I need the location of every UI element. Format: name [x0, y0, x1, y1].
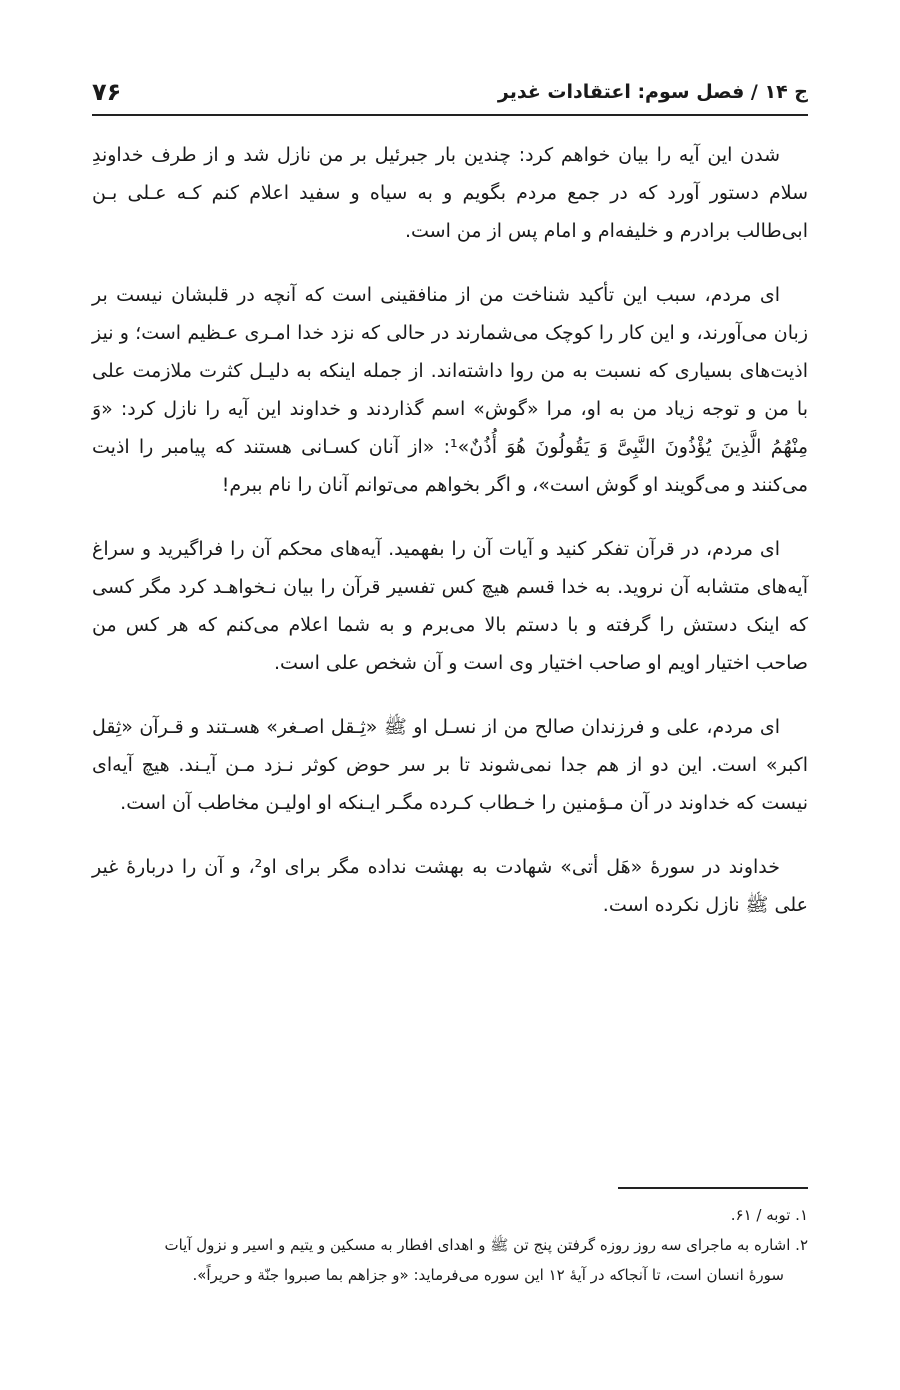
footnote: ۱. توبه / ۶۱. [730, 1206, 808, 1224]
paragraph: خداوند در سورهٔ «هَل أتی» شهادت به بهشت نداده مگر برای او²، و آن را دربارهٔ غیر علی ﷺ نازل نکرده است. [92, 856, 808, 916]
paragraph: ای مردم، سبب این تأکید شناخت من از منافقینی است که آنچه در قلبشان نیست بر زبان می‌آورند، و این کار را کوچک می‌شمارند در حالی که نزد خدا امـری عـظیم است؛ و نیز اذیت‌های بسیاری که نسبت به من روا داشته‌اند. از جمله اینکه به دلیـل کثرت ملازمت علی با من و توجه زیاد من به او، مرا «گوش» اسم گذاردند و خداوند این آیه را نازل کرد: «وَ مِنْهُمُ الَّذِینَ یُؤْذُونَ النَّبِیَّ وَ یَقُولُونَ هُوَ أُذُنٌ»¹: «از آنان کسـانی هستند که پیامبر را اذیت می‌کنند و می‌گویند او گوش است»، و اگر بخواهم می‌توانم آنان را نام ببرم! [92, 284, 809, 496]
footnote: ۲. اشاره به ماجرای سه روز روزه گرفتن پنج تن ﷺ و اهدای افطار به مسکین و یتیم و اسیر و نزول آیات [164, 1236, 808, 1254]
footnotes [92, 1200, 808, 1290]
page [92, 70, 808, 950]
footnote-divider [618, 1187, 808, 1189]
body-text [92, 136, 808, 924]
running-head: ج ۱۴ / فصل سوم: اعتقادات غدیر [497, 81, 808, 103]
page-number: ۷۶ [92, 78, 122, 106]
paragraph: شدن این آیه را بیان خواهم کرد: چندین بار جبرئیل بر من نازل شد و از طرف خداوندِ سلام دستور آورد که در جمع مردم بگویم و به سیاه و سفید اعلام کنم کـه عـلی بـن ابی‌طالب برادرم و خلیفه‌ام و امام پس از من است. [92, 144, 808, 242]
footnote: سورهٔ انسان است، تا آنجاکه در آیهٔ ۱۲ این سوره می‌فرماید: «و جزاهم بما صبروا جنّة و حریراً». [192, 1266, 784, 1284]
paragraph: ای مردم، در قرآن تفکر کنید و آیات آن را بفهمید. آیه‌های محکم آن را فراگیرید و سراغ آیه‌های متشابه آن نروید. به خدا قسم هیچ کس تفسیر قرآن را بیان نـخواهـد کرد مگر کسی که اینک دستش را گرفته و با دستم بالا می‌برم و به شما اعلام می‌کنم که هر کس من صاحب اختیار اویم او صاحب اختیار وی است و آن شخص علی است. [92, 538, 808, 674]
paragraph: ای مردم، علی و فرزندان صالح من از نسـل او ﷺ «ثِـقل اصـغر» هسـتند و قـرآن «ثِقل اکبر» است. این دو از هم جدا نمی‌شوند تا بر سر حوض کوثر نـزد مـن آیـند. هیچ آیه‌ای نیست که خداوند در آن مـؤمنین را خـطاب کـرده مگـر ایـنکه او اولیـن مخاطب آن است. [92, 716, 808, 814]
page-header [92, 70, 808, 116]
